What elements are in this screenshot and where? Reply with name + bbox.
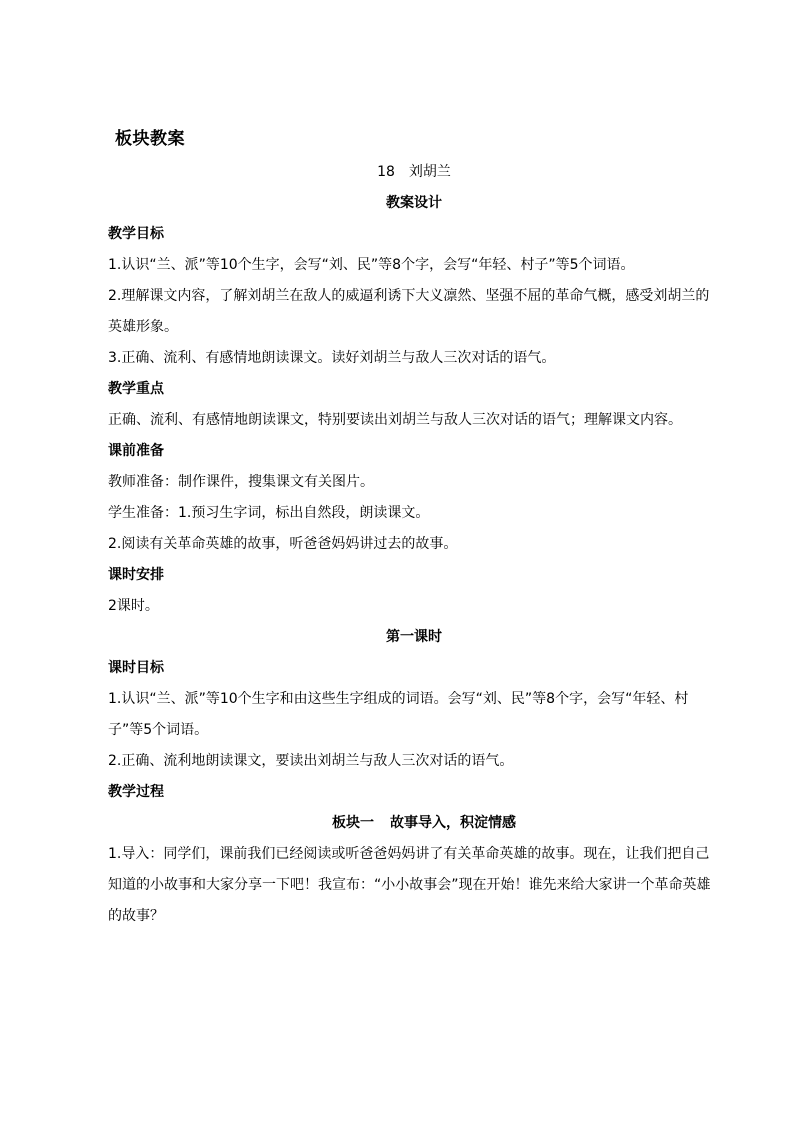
focus-heading: 教学重点 (108, 381, 164, 397)
goals-heading: 教学目标 (108, 226, 164, 242)
block-one-name: 板块一 (332, 815, 374, 831)
design-heading: 教案设计 (386, 195, 442, 211)
student-prep: 学生准备：1.预习生字词，标出自然段，朗读课文。 (108, 505, 430, 521)
lesson-title (108, 157, 720, 188)
focus-text: 正确、流利、有感情地朗读课文，特别要读出刘胡兰与敌人三次对话的语气；理解课文内容。 (108, 412, 682, 428)
document-label: 板块教案 (115, 129, 185, 149)
period-goals-heading: 课时目标 (108, 660, 164, 676)
first-period-heading: 第一课时 (386, 629, 442, 645)
process-heading: 教学过程 (108, 784, 164, 800)
period-goal-item: 2.正确、流利地朗读课文，要读出刘胡兰与敌人三次对话的语气。 (108, 753, 514, 769)
schedule-text: 2课时。 (108, 598, 159, 614)
lesson-name: 刘胡兰 (408, 164, 451, 180)
goal-item: 3.正确、流利、有感情地朗读课文。读好刘胡兰与敌人三次对话的语气。 (108, 350, 556, 366)
goal-item: 2.理解课文内容，了解刘胡兰在敌人的威逼利诱下大义凛然、坚强不屈的革命气概，感受刘胡兰的英雄形象。 (108, 288, 710, 335)
student-prep-2: 2.阅读有关革命英雄的故事，听爸爸妈妈讲过去的故事。 (108, 536, 458, 552)
document-body (108, 157, 720, 932)
schedule-heading: 课时安排 (108, 567, 164, 583)
teacher-prep: 教师准备：制作课件，搜集课文有关图片。 (108, 474, 374, 490)
lesson-number: 18 (377, 164, 395, 180)
goal-item: 1.认识“兰、派”等10个生字，会写“刘、民”等8个字，会写“年轻、村子”等5个词语。 (108, 257, 635, 273)
intro-paragraph: 1.导入：同学们，课前我们已经阅读或听爸爸妈妈讲了有关革命英雄的故事。现在，让我们把自己知道的小故事和大家分享一下吧！我宣布：“小小故事会”现在开始！谁先来给大家讲一个革命英雄的故事？ (108, 846, 711, 924)
prep-heading: 课前准备 (108, 443, 164, 459)
block-one-title (108, 808, 720, 839)
block-one-topic: 故事导入，积淀情感 (390, 815, 516, 831)
period-goal-item: 1.认识“兰、派”等10个生字和由这些生字组成的词语。会写“刘、民”等8个字，会写“年轻、村子”等5个词语。 (108, 691, 689, 738)
